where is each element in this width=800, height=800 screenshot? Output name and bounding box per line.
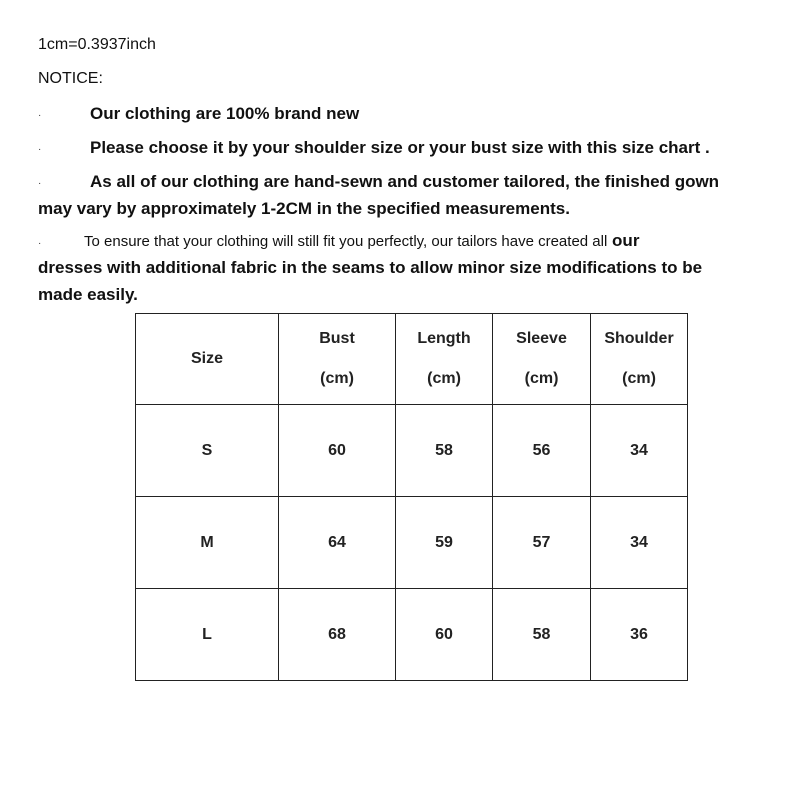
cell-sleeve: 57 [493,497,591,589]
bullet-marker: · [38,144,42,155]
header-shoulder [591,314,688,405]
notice-heading: NOTICE: [38,70,103,87]
header-sleeve-unit: (cm) [524,370,559,387]
header-shoulder-unit: (cm) [622,370,656,387]
cell-size: S [136,405,279,497]
cell-sleeve: 58 [493,589,591,681]
table-row [136,497,688,589]
header-length [396,314,493,405]
header-size: Size [136,314,279,405]
cell-size: L [136,589,279,681]
cell-size: M [136,497,279,589]
bullet-marker: · [38,178,42,189]
notice-fit-lead: To ensure that your clothing will still fit you perfectly, our tailors have created all [84,233,608,250]
cell-length: 58 [396,405,493,497]
bullet-marker: · [38,110,42,121]
cell-length: 59 [396,497,493,589]
header-shoulder-name: Shoulder [604,330,674,347]
cell-bust: 68 [279,589,396,681]
cell-sleeve: 56 [493,405,591,497]
header-sleeve-name: Sleeve [516,330,567,347]
header-bust-name: Bust [319,330,355,347]
cell-length: 60 [396,589,493,681]
size-chart-table [135,313,688,681]
header-length-unit: (cm) [427,370,461,387]
table-header-row [136,314,688,405]
table-row [136,589,688,681]
notice-fit-tail: our [612,231,640,250]
header-length-name: Length [417,330,471,347]
unit-conversion-note: 1cm=0.3937inch [38,36,156,53]
header-bust [279,314,396,405]
notice-hand-sewn: As all of our clothing are hand-sewn and customer tailored, the finished gown [90,172,720,191]
cell-bust: 64 [279,497,396,589]
notice-fit-line3: made easily. [38,285,138,304]
bullet-marker: · [38,238,42,249]
notice-fit-line2: dresses with additional fabric in the seams to allow minor size modifications to be [38,258,703,277]
header-bust-unit: (cm) [320,370,354,387]
notice-hand-sewn-cont: may vary by approximately 1-2CM in the specified measurements. [38,199,570,218]
cell-shoulder: 34 [591,405,688,497]
cell-shoulder: 36 [591,589,688,681]
notice-brand-new: Our clothing are 100% brand new [90,104,360,123]
table-row [136,405,688,497]
notice-choose-size: Please choose it by your shoulder size or your bust size with this size chart . [90,138,710,157]
notice-fit-line1 [84,231,639,251]
header-sleeve [493,314,591,405]
cell-shoulder: 34 [591,497,688,589]
cell-bust: 60 [279,405,396,497]
